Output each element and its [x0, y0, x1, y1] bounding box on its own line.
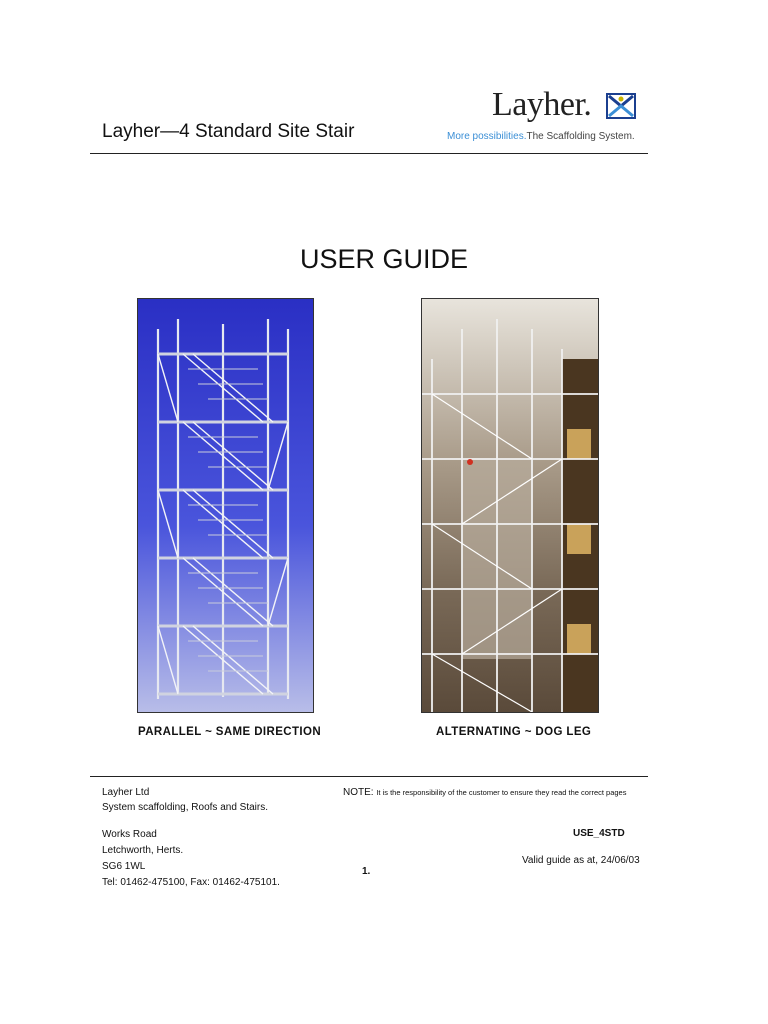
note-text: It is the responsibility of the customer to ensure they read the correct pages: [376, 788, 627, 797]
tagline-rest: The Scaffolding System.: [526, 131, 635, 142]
company-name: Layher Ltd: [102, 787, 150, 798]
layher-logo-icon: [606, 93, 636, 119]
caption-parallel: PARALLEL ~ SAME DIRECTION: [138, 726, 322, 738]
page-number: 1.: [362, 866, 371, 877]
address-line: Letchworth, Herts.: [102, 845, 184, 856]
tagline-highlight: More possibilities.: [447, 131, 527, 142]
scaffold-tower-render-icon: [138, 299, 313, 712]
address-line: Works Road: [102, 829, 157, 840]
caption-alternating: ALTERNATING ~ DOG LEG: [436, 726, 592, 738]
address-line: SG6 1WL: [102, 861, 146, 872]
header-divider: [90, 153, 648, 154]
address-line: Tel: 01462-475100, Fax: 01462-475101.: [102, 877, 280, 888]
tagline: [447, 131, 635, 142]
footer-divider: [90, 776, 648, 777]
parallel-stair-image: [137, 298, 314, 713]
document-title: Layher—4 Standard Site Stair: [102, 121, 355, 142]
note-label: NOTE:: [343, 787, 374, 798]
alternating-stair-image: [421, 298, 599, 713]
company-description: System scaffolding, Roofs and Stairs.: [102, 802, 269, 813]
document-code: USE_4STD: [573, 828, 625, 839]
note: [343, 785, 626, 801]
page-heading: USER GUIDE: [299, 244, 469, 274]
layher-logo-text: Layher.: [492, 86, 592, 123]
valid-date: Valid guide as at, 24/06/03: [522, 855, 640, 866]
scaffold-stair-photo-icon: [422, 299, 598, 712]
